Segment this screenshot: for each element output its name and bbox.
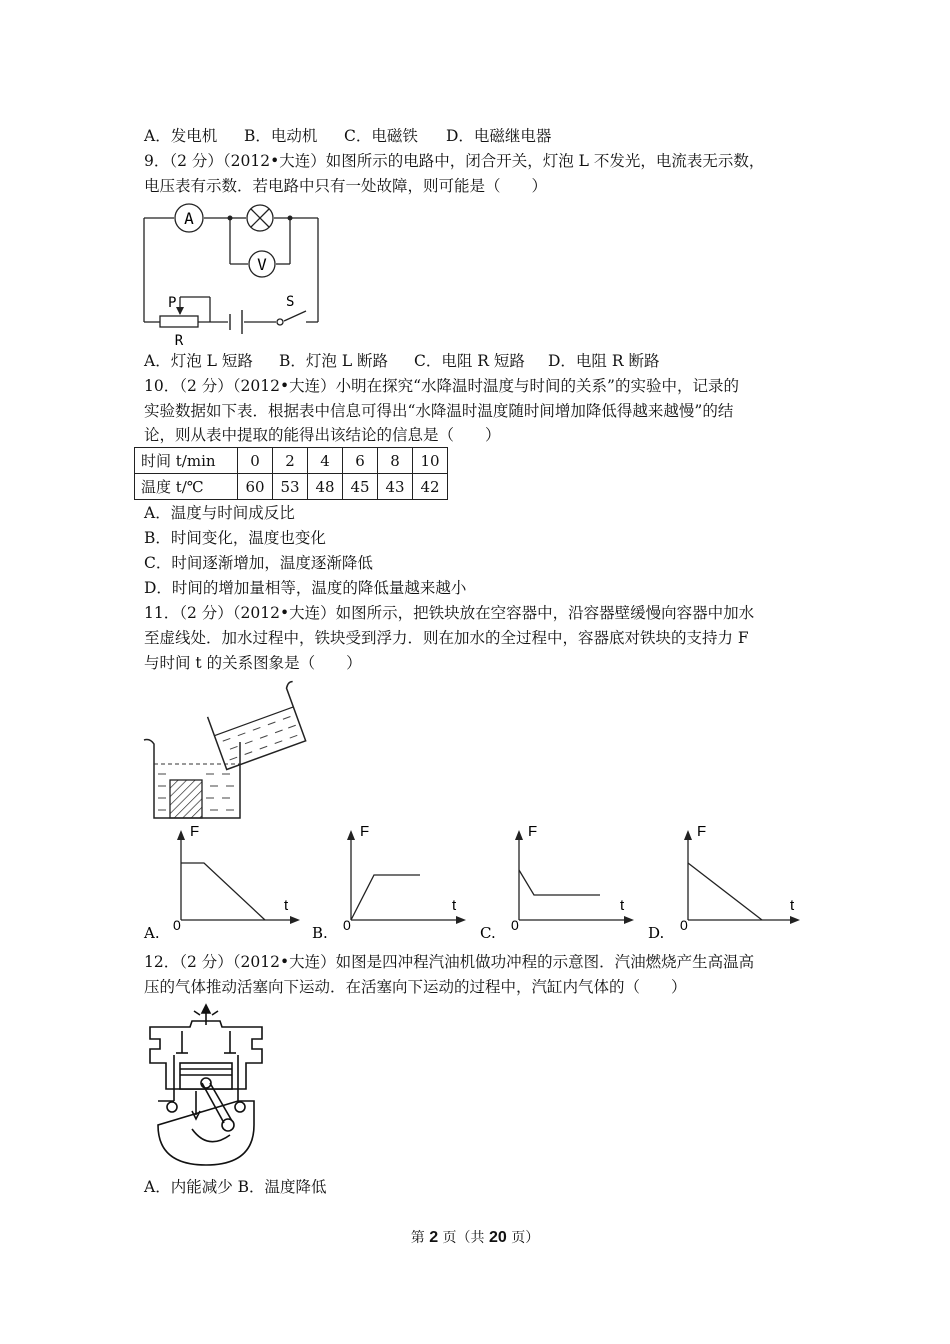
q12-options: A．内能减少 B．温度降低 (144, 1178, 327, 1196)
graph-b-xlabel: t (452, 897, 457, 914)
graph-d-line (688, 863, 762, 920)
table-row (135, 448, 448, 474)
graph-a-ylabel: F (190, 823, 200, 840)
table-row (135, 474, 448, 500)
q9-option-b: B．灯泡 L 断路 (279, 352, 389, 370)
footer-suffix: 页） (506, 1230, 540, 1246)
graph-a-option: A. (144, 924, 160, 942)
q10-stem-line3: 论，则从表中提取的能得出该结论的信息是（ ） (144, 426, 501, 444)
table-cell: 8 (378, 448, 413, 474)
footer-total-pages: 20 (489, 1229, 507, 1246)
graph-d-ylabel: F (697, 823, 707, 840)
q11-graph-c (476, 822, 636, 942)
q9-option-c: C．电阻 R 短路 (414, 352, 525, 370)
q11-graph-d (644, 822, 804, 942)
q10-option-a: A．温度与时间成反比 (144, 504, 295, 522)
q11-beaker-figure (140, 682, 315, 824)
graph-b-origin: 0 (343, 917, 351, 933)
graph-b-line (351, 875, 420, 920)
q9-options (144, 350, 659, 372)
graph-c-option: C. (480, 924, 496, 942)
table-header-time: 时间 t/min (135, 448, 238, 474)
graph-d-option: D. (648, 924, 665, 942)
graph-c-origin: 0 (511, 917, 519, 933)
voltmeter-label: V (257, 255, 267, 274)
graph-c-line (519, 870, 600, 895)
graph-d-xlabel: t (790, 897, 795, 914)
table-cell: 2 (273, 448, 308, 474)
q12-engine-diagram (146, 1005, 266, 1167)
graph-c-xlabel: t (620, 897, 625, 914)
q8-option-d: D．电磁继电器 (446, 127, 552, 145)
table-cell: 10 (413, 448, 448, 474)
table-cell: 42 (413, 474, 448, 500)
footer-middle: 页（共 (438, 1230, 489, 1246)
graph-c-ylabel: F (528, 823, 538, 840)
footer-prefix: 第 (410, 1230, 430, 1246)
q12-stem-line2: 压的气体推动活塞向下运动．在活塞向下运动的过程中，汽缸内气体的（ ） (144, 978, 687, 996)
footer-page-number: 2 (429, 1229, 439, 1246)
graph-a-line (181, 863, 265, 920)
switch-label: S (286, 294, 295, 310)
table-header-temp: 温度 t/℃ (135, 474, 238, 500)
q8-option-b: B．电动机 (244, 127, 318, 145)
q11-stem-line3: 与时间 t 的关系图象是（ ） (144, 654, 362, 672)
q8-options (144, 125, 551, 147)
slider-label: P (168, 295, 177, 311)
q10-stem-line2: 实验数据如下表．根据表中信息可得出“水降温时温度随时间增加降低得越来越慢”的结 (144, 402, 734, 420)
q10-option-c: C．时间逐渐增加，温度逐渐降低 (144, 554, 373, 572)
ammeter-label: A (184, 209, 194, 228)
table-cell: 60 (238, 474, 273, 500)
q9-stem-line1: 9．（2 分）（2012•大连）如图所示的电路中，闭合开关，灯泡 L 不发光，电流表无示数， (144, 152, 765, 170)
page-footer (0, 1227, 950, 1247)
resistor-label: R (174, 333, 184, 349)
graph-b-ylabel: F (360, 823, 370, 840)
table-cell: 48 (308, 474, 343, 500)
q9-circuit-diagram (140, 200, 330, 348)
q11-stem-line2: 至虚线处．加水过程中，铁块受到浮力．则在加水的全过程中，容器底对铁块的支持力 F (144, 629, 749, 647)
table-cell: 0 (238, 448, 273, 474)
graph-b-option: B. (312, 924, 328, 942)
q10-option-b: B．时间变化，温度也变化 (144, 529, 326, 547)
table-cell: 53 (273, 474, 308, 500)
table-cell: 6 (343, 448, 378, 474)
q10-data-table (134, 447, 448, 500)
table-cell: 4 (308, 448, 343, 474)
q10-option-d: D．时间的增加量相等，温度的降低量越来越小 (144, 579, 467, 597)
graph-a-xlabel: t (284, 897, 289, 914)
table-cell: 45 (343, 474, 378, 500)
q12-stem-line1: 12．（2 分）（2012•大连）如图是四冲程汽油机做功冲程的示意图．汽油燃烧产生高温高 (144, 953, 755, 971)
graph-a-origin: 0 (173, 917, 181, 933)
q11-stem-line1: 11．（2 分）（2012•大连）如图所示，把铁块放在空容器中，沿容器壁缓慢向容器中加水 (144, 604, 755, 622)
q9-stem-line2: 电压表有示数．若电路中只有一处故障，则可能是（ ） (144, 177, 548, 195)
q11-graph-a (140, 822, 300, 942)
q8-option-c: C．电磁铁 (344, 127, 418, 145)
graph-d-origin: 0 (680, 917, 688, 933)
q9-option-d: D．电阻 R 断路 (548, 352, 660, 370)
q11-graph-b (308, 822, 468, 942)
q8-option-a: A．发电机 (144, 127, 218, 145)
table-cell: 43 (378, 474, 413, 500)
q10-stem-line1: 10．（2 分）（2012•大连）小明在探究“水降温时温度与时间的关系”的实验中，记录的 (144, 377, 739, 395)
q9-option-a: A．灯泡 L 短路 (144, 352, 253, 370)
